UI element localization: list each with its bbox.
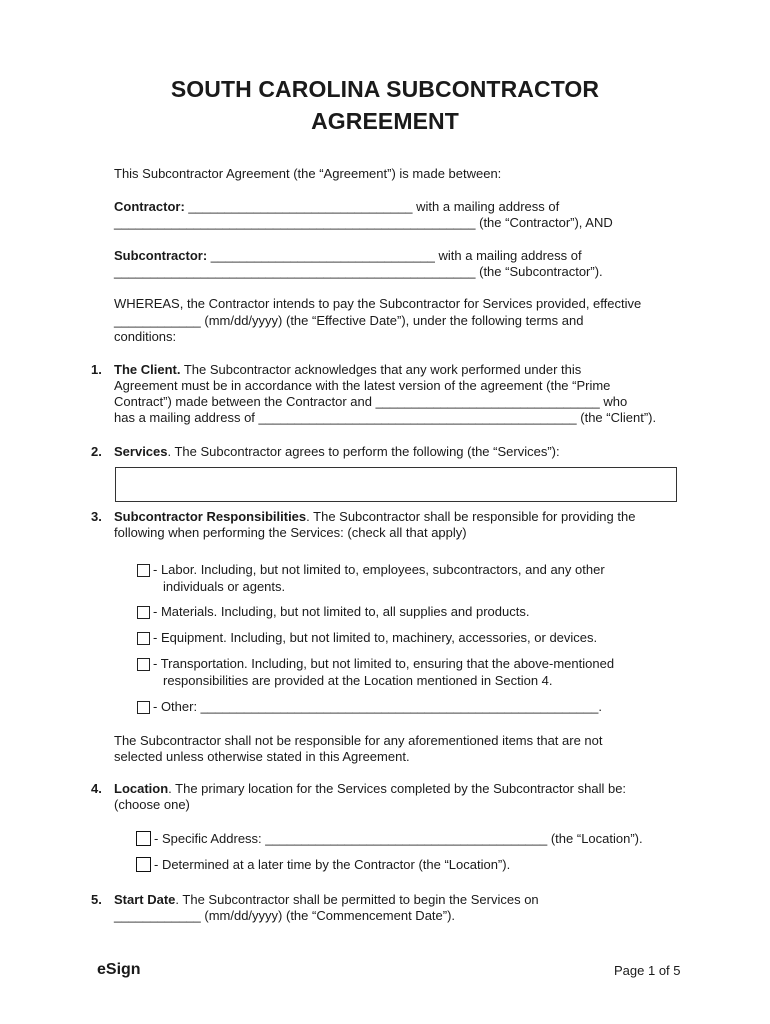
other-checkbox[interactable] <box>137 701 150 714</box>
intro-text: This Subcontractor Agreement (the “Agreement”) is made between: <box>114 166 502 181</box>
contractor-label: Contractor: <box>114 199 185 214</box>
contractor-name-field[interactable]: _______________________________ with a mailing address of <box>184 199 560 214</box>
section-4-heading: Location <box>114 781 169 796</box>
section-5-number: 5. <box>91 892 102 907</box>
transportation-option-text-2: responsibilities are provided at the Location mentioned in Section 4. <box>163 673 553 688</box>
transportation-option-text: - Transportation. Including, but not limited to, ensuring that the above-mentioned <box>153 656 615 671</box>
subcontractor-address-field[interactable]: __________________________________________________ (the “Subcontractor”). <box>114 264 603 279</box>
labor-checkbox[interactable] <box>137 564 150 577</box>
section-3-line-1 <box>114 509 635 525</box>
subcontractor-line-1 <box>114 248 582 264</box>
client-address-field[interactable]: has a mailing address of ____________________________________________ (the “Client”). <box>114 410 657 425</box>
page-number: Page 1 of 5 <box>614 963 681 978</box>
section-2-heading: Services <box>114 444 168 459</box>
commencement-date-field[interactable]: ____________ (mm/dd/yyyy) (the “Commencement Date”). <box>114 908 456 923</box>
section-1-text: The Subcontractor acknowledges that any work performed under this <box>180 362 582 377</box>
section-2-number: 2. <box>91 444 102 459</box>
section-3-note-1: The Subcontractor shall not be responsible for any aforementioned items that are not <box>114 733 603 748</box>
labor-option-text: - Labor. Including, but not limited to, employees, subcontractors, and any other <box>153 562 605 577</box>
other-option-field[interactable]: - Other: _______________________________________________________. <box>153 699 602 714</box>
section-3-heading: Subcontractor Responsibilities <box>114 509 307 524</box>
labor-option-text-2: individuals or agents. <box>163 579 286 594</box>
section-5-heading: Start Date <box>114 892 176 907</box>
determined-later-text: - Determined at a later time by the Contractor (the “Location”). <box>154 857 511 872</box>
transportation-checkbox[interactable] <box>137 658 150 671</box>
whereas-line-3: conditions: <box>114 329 177 344</box>
document-title <box>0 73 770 137</box>
whereas-line-1: WHEREAS, the Contractor intends to pay the Subcontractor for Services provided, effective <box>114 296 642 311</box>
title-line-1: SOUTH CAROLINA SUBCONTRACTOR <box>170 76 600 102</box>
section-4-number: 4. <box>91 781 102 796</box>
section-4-text: . The primary location for the Services completed by the Subcontractor shall be: <box>168 781 627 796</box>
section-3-text: . The Subcontractor shall be responsible for providing the <box>306 509 636 524</box>
specific-address-field[interactable]: - Specific Address: _______________________________________ (the “Location”). <box>154 831 643 846</box>
section-5-text: . The Subcontractor shall be permitted to begin the Services on <box>175 892 539 907</box>
title-line-2: AGREEMENT <box>311 108 459 134</box>
section-1-heading: The Client. <box>114 362 181 377</box>
subcontractor-label: Subcontractor: <box>114 248 208 263</box>
section-3-note-2: selected unless otherwise stated in this Agreement. <box>114 749 410 764</box>
section-5-line-1 <box>114 892 539 908</box>
effective-date-field[interactable]: ____________ (mm/dd/yyyy) (the “Effective Date”), under the following terms and <box>114 313 584 328</box>
section-1-line-1 <box>114 362 581 378</box>
section-2-line-1 <box>114 444 560 460</box>
materials-checkbox[interactable] <box>137 606 150 619</box>
subcontractor-name-field[interactable]: _______________________________ with a mailing address of <box>207 248 582 263</box>
specific-address-checkbox[interactable] <box>136 831 151 846</box>
services-input-box[interactable] <box>115 467 677 502</box>
determined-later-checkbox[interactable] <box>136 857 151 872</box>
section-3-number: 3. <box>91 509 102 524</box>
section-2-text: . The Subcontractor agrees to perform the following (the “Services”): <box>167 444 560 459</box>
section-4-line-2: (choose one) <box>114 797 190 812</box>
section-1-number: 1. <box>91 362 102 377</box>
prime-contract-field[interactable]: Contract”) made between the Contractor and _______________________________ who <box>114 394 628 409</box>
equipment-checkbox[interactable] <box>137 632 150 645</box>
esign-logo: eSign <box>97 961 141 978</box>
section-1-line-2: Agreement must be in accordance with the latest version of the agreement (the “Prime <box>114 378 611 393</box>
contractor-line-1 <box>114 199 559 215</box>
section-3-line-2: following when performing the Services: (check all that apply) <box>114 525 467 540</box>
contractor-address-field[interactable]: __________________________________________________ (the “Contractor”), AND <box>114 215 613 230</box>
materials-option-text: - Materials. Including, but not limited to, all supplies and products. <box>153 604 530 619</box>
equipment-option-text: - Equipment. Including, but not limited to, machinery, accessories, or devices. <box>153 630 598 645</box>
section-4-line-1 <box>114 781 626 797</box>
